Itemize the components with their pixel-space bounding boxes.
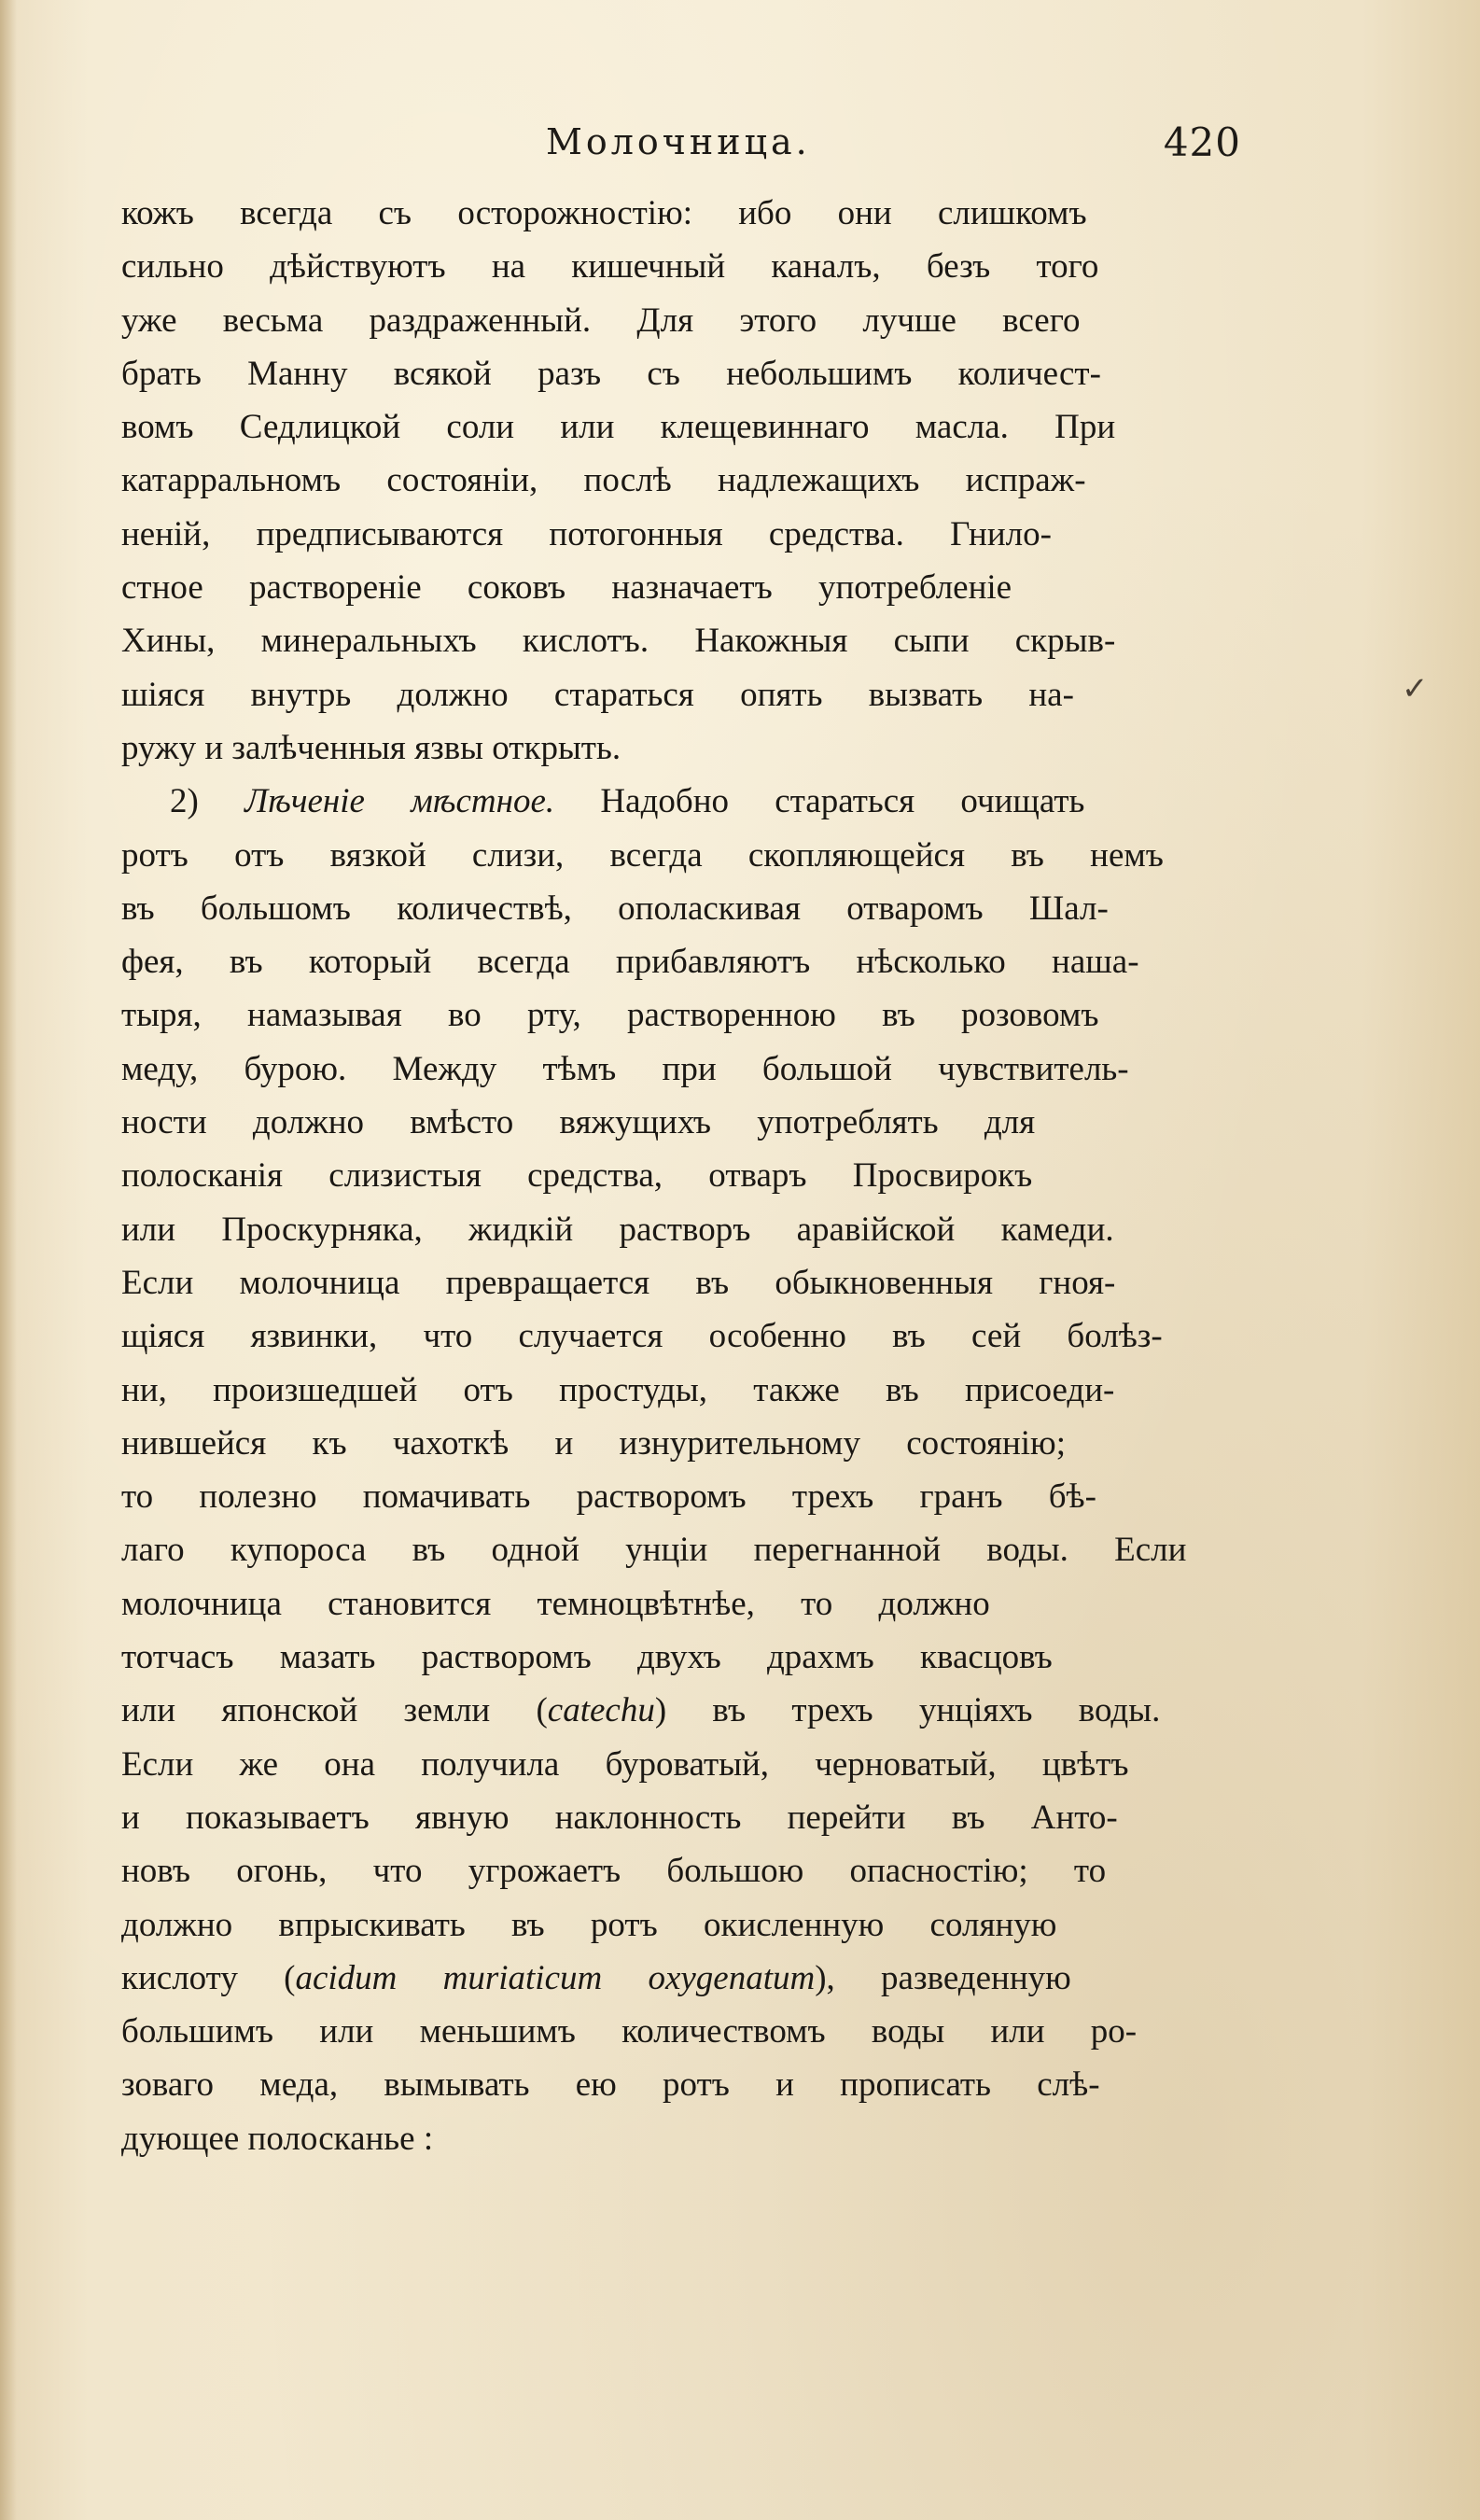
text-line-5: вомъ Седлицкой соли или клещевиннаго масла. При <box>121 408 1116 447</box>
text-line-36: зоваго меда, вымывать ею ротъ и прописать слѣ- <box>121 2065 1100 2105</box>
text-line-17: меду, бурою. Между тѣмъ при большой чувствитель- <box>121 1049 1129 1088</box>
text-line-22: щіяся язвинки, что случается особенно въ сей болѣз- <box>121 1317 1163 1356</box>
text-line-7: неній, предписываются потогонныя средства. Гнило- <box>121 514 1052 553</box>
text-line-14: въ большомъ количествѣ, ополаскивая отваромъ Шал- <box>121 889 1109 928</box>
text-line-6: катарральномъ состояніи, послѣ надлежащихъ испраж- <box>121 461 1086 500</box>
text-line-11: ружу и залѣченныя язвы открыть. <box>121 728 621 767</box>
text-line-3: уже весьма раздраженный. Для этого лучше всего <box>121 301 1081 340</box>
text-line-26: лаго купороса въ одной унціи перегнанной воды. Если <box>121 1531 1187 1570</box>
text-line-34 <box>121 1952 1241 2005</box>
text-line-9: Хины, минеральныхъ кислотъ. Накожныя сыпи скрыв- <box>121 622 1116 661</box>
page-number: 420 <box>1163 119 1241 165</box>
text-line-27: молочница становится темноцвѣтнѣе, то должно <box>121 1584 990 1623</box>
text-line-30: Если же она получила буроватый, черноватый, цвѣтъ <box>121 1744 1129 1784</box>
text-line-4: брать Манну всякой разъ съ небольшимъ количест- <box>121 354 1101 393</box>
acid-line-end: ), разведенную <box>815 1958 1071 1997</box>
text-line-1: кожъ всегда съ осторожностію: ибо они слишкомъ <box>121 194 1087 232</box>
text-line-10: шіяся внутрь должно стараться опять вызвать на- <box>121 675 1074 714</box>
section-heading: Лѣченіе мѣстное. <box>244 782 555 821</box>
text-line-21: Если молочница превращается въ обыкновенныя гноя- <box>121 1263 1116 1302</box>
text-line-35: большимъ или меньшимъ количествомъ воды или ро- <box>121 2012 1138 2051</box>
text-line-37: дующее полосканье : <box>121 2119 434 2158</box>
text-line-23: ни, произшедшей отъ простуды, также въ присоеди- <box>121 1370 1115 1409</box>
latin-term-acid: acidum muriaticum oxygenatum <box>295 1958 816 1997</box>
text-line-24: нившейся къ чахоткѣ и изнурительному состоянію; <box>121 1423 1066 1463</box>
text-line-29 <box>121 1684 1241 1737</box>
text-line-2: сильно дѣйствуютъ на кишечный каналъ, безъ того <box>121 247 1099 287</box>
text-line-19: полосканія слизистыя средства, отваръ Просвирокъ <box>121 1156 1033 1196</box>
running-title: Молочница. <box>546 121 811 162</box>
text-line-33: должно впрыскивать въ ротъ окисленную соляную <box>121 1905 1057 1944</box>
running-head <box>121 121 1241 177</box>
paragraph-number: 2) <box>170 782 199 821</box>
margin-check-mark: ✓ <box>1402 670 1429 707</box>
page-edge-shadow <box>0 0 17 2520</box>
text-line-13: ротъ отъ вязкой слизи, всегда скопляющейся въ немъ <box>121 835 1164 875</box>
paragraph-2-first-line <box>121 775 1241 828</box>
catechu-line-start: или японской земли ( <box>121 1691 548 1730</box>
text-line-18: ности должно вмѣсто вяжущихъ употреблять для <box>121 1103 1036 1142</box>
text-line-32: новъ огонь, что угрожаетъ большою опасностію; то <box>121 1852 1107 1891</box>
text-line-16: тыря, намазывая во рту, растворенною въ розовомъ <box>121 996 1099 1035</box>
catechu-line-end: ) въ трехъ унціяхъ воды. <box>654 1691 1161 1730</box>
text-line-31: и показываетъ явную наклонность перейти въ Анто- <box>121 1798 1118 1837</box>
text-line-28: тотчасъ мазать растворомъ двухъ драхмъ квасцовъ <box>121 1638 1053 1677</box>
acid-line-start: кислоту ( <box>121 1958 296 1997</box>
paragraph-2-first-text: Надобно стараться очищать <box>600 782 1085 821</box>
text-line-8: стное раствореніе соковъ назначаетъ употребленіе <box>121 568 1012 608</box>
body-text <box>121 187 1241 2165</box>
text-line-20: или Проскурняка, жидкій растворъ аравійской камеди. <box>121 1210 1114 1249</box>
latin-term-catechu: catechu <box>547 1691 655 1730</box>
text-line-15: фея, въ который всегда прибавляютъ нѣсколько наша- <box>121 943 1139 982</box>
text-line-25: то полезно помачивать растворомъ трехъ гранъ бѣ- <box>121 1477 1096 1517</box>
